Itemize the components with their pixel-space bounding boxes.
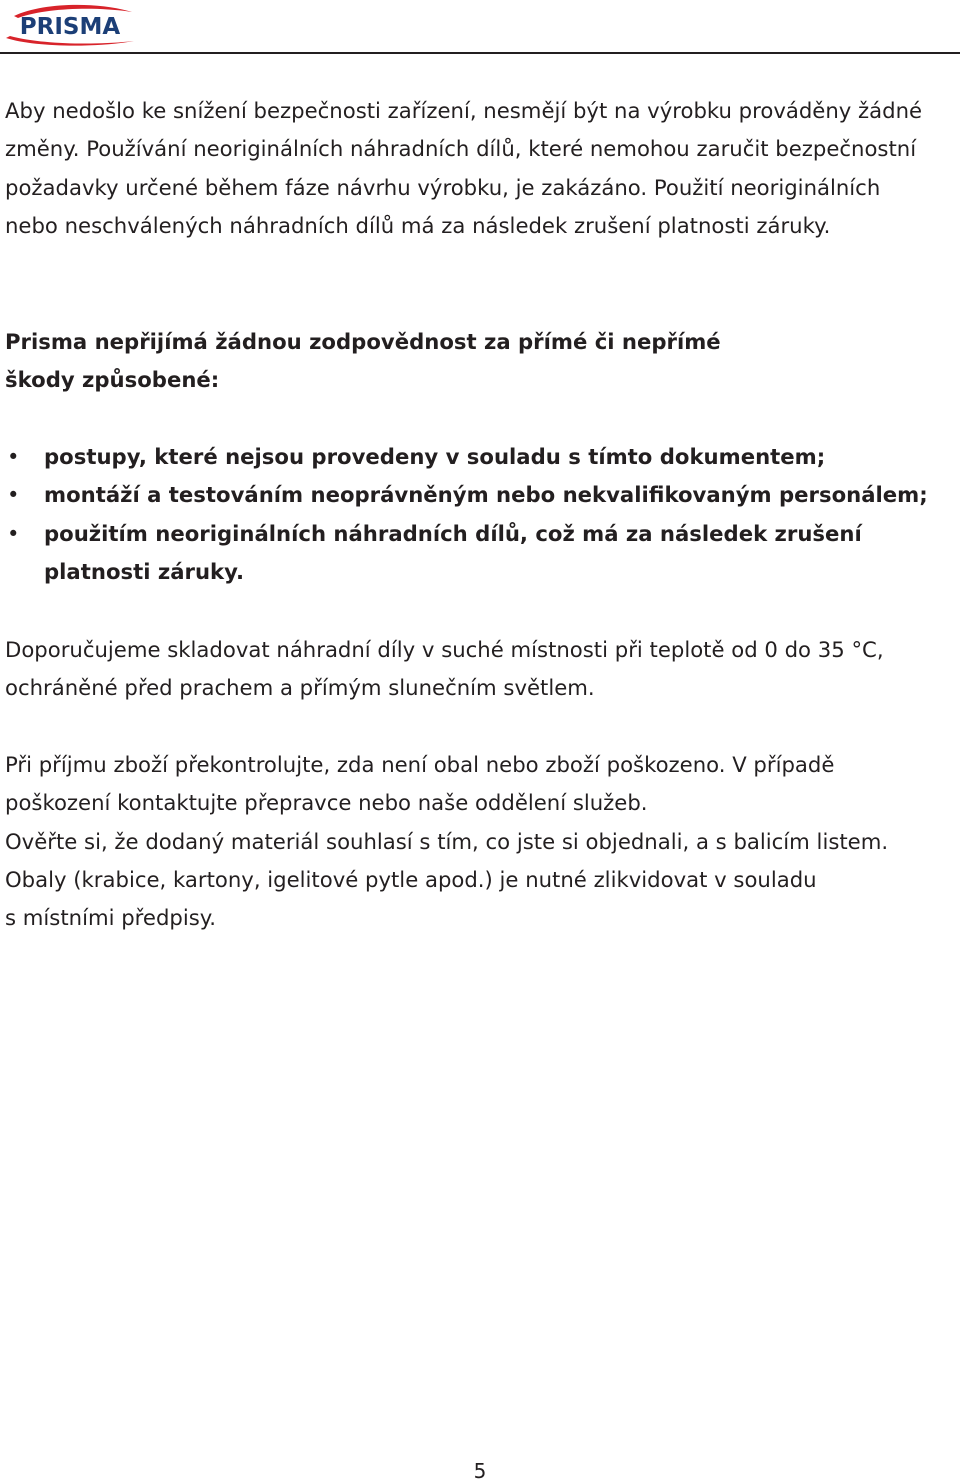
page-header [0,0,960,56]
list-item [5,515,960,592]
text-line: Obaly (krabice, kartony, igelitové pytle apod.) je nutné zlikvidovat v souladu [5,866,817,892]
text-line: Doporučujeme skladovat náhradní díly v suché místnosti při teplotě od 0 do 35 °C, [5,637,884,662]
list-item [5,476,960,514]
liability-heading [5,323,960,400]
bullet-icon: • [7,444,20,469]
prisma-logo [4,3,136,47]
logo-wordmark: PRISMA [19,14,121,40]
text-line: Aby nedošlo ke snížení bezpečnosti zařízení, nesmějí být na výrobku prováděny žádné [5,98,923,123]
text-line: poškození kontaktujte přepravce nebo naše oddělení služeb. [5,790,648,816]
liability-list [5,438,960,591]
product-modification-paragraph [5,92,960,245]
list-item-text: použitím neoriginálních náhradních dílů, což má za následek zrušení [44,520,862,546]
text-line: Prisma nepřijímá žádnou zodpovědnost za přímé či nepřímé [5,329,721,354]
list-item [5,438,960,476]
text-line: Při příjmu zboží překontrolujte, zda není obal nebo zboží poškozeno. V případě [5,752,835,777]
list-item-text: postupy, které nejsou provedeny v souladu s tímto dokumentem; [44,444,826,469]
storage-paragraph [5,631,960,708]
text-line: Ověřte si, že dodaný materiál souhlasí s tím, co jste si objednali, a s balicím listem. [5,828,889,854]
text-line: s místními předpisy. [5,905,217,931]
text-line: nebo neschválených náhradních dílů má za následek zrušení platnosti záruky. [5,212,831,238]
page-number: 5 [473,1459,487,1483]
bullet-icon: • [7,482,20,508]
text-line: změny. Používání neoriginálních náhradních dílů, které nemohou zaručit bezpečnostní [5,136,917,162]
text-line: ochráněné před prachem a přímým slunečním světlem. [5,675,595,701]
goods-receipt-paragraph [5,746,960,937]
header-divider [0,52,960,54]
text-line: požadavky určené během fáze návrhu výrobku, je zakázáno. Použití neoriginálních [5,174,881,200]
list-item-text: platnosti záruky. [44,558,245,584]
list-item-text: montáží a testováním neoprávněným nebo nekvalifikovaným personálem; [44,482,928,508]
text-line: škody způsobené: [5,367,220,393]
bullet-icon: • [7,520,20,546]
